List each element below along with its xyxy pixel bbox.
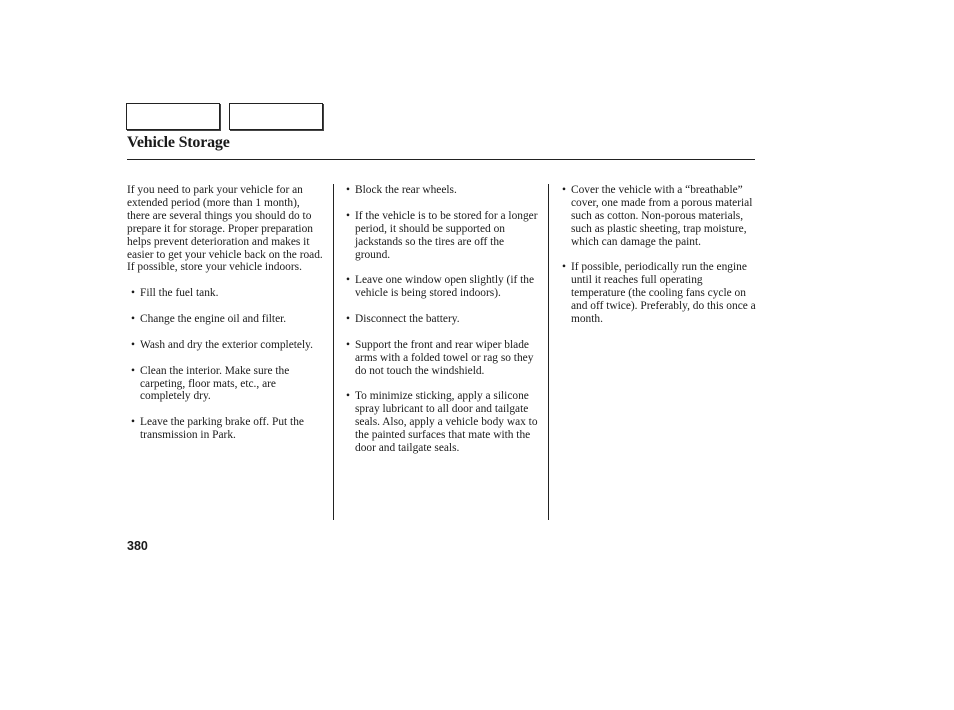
column-3 [562, 184, 758, 339]
bullet-list-2 [346, 184, 542, 455]
list-item: • Leave one window open slightly (if the vehicle is being stored indoors). [346, 274, 542, 300]
list-item: • If the vehicle is to be stored for a longer period, it should be supported on jackstands so the tires are off the ground. [346, 210, 542, 262]
list-item: • Support the front and rear wiper blade arms with a folded towel or rag so they do not touch the windshield. [346, 339, 542, 378]
list-item: • Fill the fuel tank. [131, 287, 323, 300]
column-1 [127, 184, 323, 455]
list-item: • To minimize sticking, apply a silicone spray lubricant to all door and tailgate seals. Also, apply a vehicle body wax to the painted surfaces that mate with the door and tailgate seals. [346, 390, 542, 455]
list-item: • If possible, periodically run the engine until it reaches full operating temperature (the cooling fans cycle on and off twice). Preferably, do this once a month. [562, 261, 758, 326]
list-item: • Leave the parking brake off. Put the transmission in Park. [131, 416, 323, 442]
section-tab-box-1 [126, 103, 220, 130]
list-item: • Disconnect the battery. [346, 313, 542, 326]
page-title: Vehicle Storage [127, 134, 230, 151]
list-item: • Block the rear wheels. [346, 184, 542, 197]
column-divider-2 [548, 184, 549, 520]
column-2 [346, 184, 542, 468]
column-divider-1 [333, 184, 334, 520]
list-item: • Wash and dry the exterior completely. [131, 339, 323, 352]
intro-paragraph: If you need to park your vehicle for an extended period (more than 1 month), there are several things you should do to prepare it for storage. Proper preparation helps prevent deterioration and makes it easier to get your vehicle back on the road. If possible, store your vehicle indoors. [127, 184, 323, 274]
bullet-list-3 [562, 184, 758, 326]
list-item: • Clean the interior. Make sure the carpeting, floor mats, etc., are completely dry. [131, 365, 323, 404]
title-divider [127, 159, 755, 160]
bullet-list-1 [127, 287, 323, 442]
section-tab-box-2 [229, 103, 323, 130]
list-item: • Cover the vehicle with a “breathable” cover, one made from a porous material such as cotton. Non-porous materials, such as plastic sheeting, trap moisture, which can damage the paint. [562, 184, 758, 249]
list-item: • Change the engine oil and filter. [131, 313, 323, 326]
page-number: 380 [127, 539, 148, 553]
